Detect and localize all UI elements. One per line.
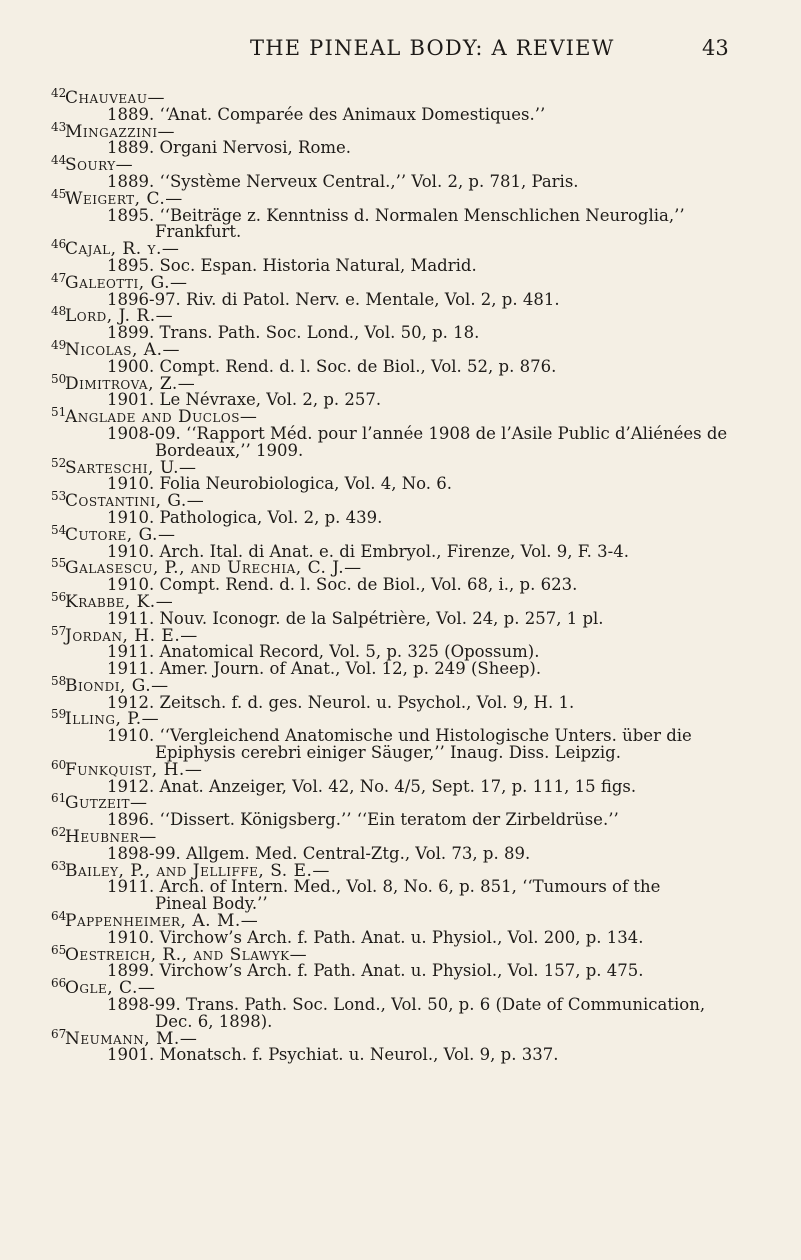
reference-entry: [0, 522, 801, 561]
reference-entry: [0, 673, 801, 712]
reference-number: 49: [51, 337, 67, 352]
reference-citation-line: Bordeaux,’’ 1909.: [155, 440, 304, 460]
reference-entry: [0, 455, 801, 494]
reference-citation-line: 1898-99. Allgem. Med. Central-Ztg., Vol. 73, p. 89.: [107, 843, 531, 863]
reference-citation-line: 1895. ‘‘Beiträge z. Kenntniss d. Normalen Menschlichen Neuroglia,’’: [107, 205, 685, 225]
page-number: 43: [702, 36, 729, 60]
reference-citation-line: 1908-09. ‘‘Rapport Méd. pour l’année 1908 de l’Asile Public d’Aliénées de: [107, 423, 728, 443]
reference-author: Krabbe, K.—: [65, 591, 174, 612]
reference-number: 64: [51, 909, 67, 924]
reference-entry: [0, 405, 801, 460]
reference-author: Nicolas, A.—: [65, 339, 180, 360]
reference-number: 67: [51, 1026, 67, 1041]
reference-citation-line: 1910. Pathologica, Vol. 2, p. 439.: [107, 507, 383, 527]
reference-number: 60: [51, 757, 67, 772]
reference-number: 44: [51, 153, 67, 168]
reference-number: 50: [51, 371, 67, 386]
reference-number: 57: [51, 623, 67, 638]
reference-entry: [0, 86, 801, 124]
reference-citation-line: Epiphysis cerebri einiger Säuger,’’ Inaug. Diss. Leipzig.: [155, 743, 621, 763]
reference-number: 47: [51, 270, 67, 285]
reference-author: Galasescu, P., and Urechia, C. J.—: [65, 558, 362, 579]
reference-citation-line: 1910. Arch. Ital. di Anat. e. di Embryol., Firenze, Vol. 9, F. 3-4.: [107, 541, 629, 561]
reference-number: 59: [51, 707, 67, 722]
reference-citation-line: 1910. Folia Neurobiologica, Vol. 4, No. 6.: [107, 474, 453, 494]
reference-entry: [0, 304, 801, 343]
reference-entry: [0, 791, 801, 830]
reference-author: Pappenheimer, A. M.—: [65, 911, 259, 932]
reference-citation-line: 1899. Virchow’s Arch. f. Path. Anat. u. Physiol., Vol. 157, p. 475.: [107, 961, 644, 981]
reference-number: 63: [51, 858, 67, 873]
reference-author: Biondi, G.—: [65, 675, 169, 696]
reference-entry: [0, 589, 801, 628]
reference-author: Oestreich, R., and Slawyk—: [65, 944, 308, 965]
reference-number: 48: [51, 304, 67, 319]
reference-citation-line: 1910. Compt. Rend. d. l. Soc. de Biol., Vol. 68, i., p. 623.: [107, 575, 578, 595]
reference-author: Lord, J. R.—: [65, 306, 174, 327]
reference-citation-line: 1889. ‘‘Anat. Comparée des Animaux Domestiques.’’: [107, 104, 546, 124]
running-title: THE PINEAL BODY: A REVIEW: [250, 36, 615, 60]
reference-number: 46: [51, 237, 67, 252]
reference-entry: [0, 153, 801, 191]
reference-number: 53: [51, 489, 67, 504]
reference-author: Sarteschi, U.—: [65, 457, 197, 478]
reference-author: Cutore, G.—: [65, 524, 176, 545]
reference-entry: [0, 371, 801, 410]
reference-author: Dimitrova, Z.—: [65, 373, 196, 394]
reference-citation-line: 1911. Nouv. Iconogr. de la Salpétrière, Vol. 24, p. 257, 1 pl.: [107, 608, 604, 628]
reference-number: 62: [51, 825, 67, 840]
page-header: [0, 36, 801, 66]
reference-entry: [0, 858, 801, 914]
reference-citation-line: Pineal Body.’’: [155, 894, 268, 914]
reference-author: Funkquist, H.—: [65, 759, 203, 780]
reference-citation-line: 1900. Compt. Rend. d. l. Soc. de Biol., Vol. 52, p. 876.: [107, 356, 557, 376]
reference-number: 58: [51, 673, 67, 688]
reference-number: 45: [51, 186, 67, 201]
reference-entry: [0, 237, 801, 275]
reference-author: Anglade and Ducl‌os—: [65, 407, 258, 428]
reference-entry: [0, 976, 801, 1031]
reference-entry: [0, 707, 801, 763]
reference-entry: [0, 825, 801, 863]
reference-entry: [0, 942, 801, 981]
reference-number: 42: [51, 86, 67, 100]
reference-entry: [0, 909, 801, 947]
reference-author: Bailey, P., and Jelliffe, S. E.—: [65, 860, 330, 881]
reference-number: 51: [51, 405, 67, 420]
reference-citation-line: 1899. Trans. Path. Soc. Lond., Vol. 50, p. 18.: [107, 323, 480, 343]
reference-number: 52: [51, 455, 67, 470]
reference-author: Soury—: [65, 155, 134, 176]
reference-author: Weigert, C.—: [65, 188, 183, 209]
reference-author: Cajal, R. y.—: [65, 239, 180, 260]
reference-number: 54: [51, 522, 67, 537]
reference-author: Jordan, H. E.—: [65, 625, 198, 646]
reference-author: Mingazzini—: [65, 121, 176, 142]
reference-citation-line: 1911. Arch. of Intern. Med., Vol. 8, No. 6, p. 851, ‘‘Tumours of the: [107, 877, 661, 897]
reference-citation-line: 1901. Le Névraxe, Vol. 2, p. 257.: [107, 390, 382, 410]
reference-entry: [0, 489, 801, 527]
reference-citation-line: 1910. Virchow’s Arch. f. Path. Anat. u. Physiol., Vol. 200, p. 134.: [107, 927, 644, 947]
reference-list: [0, 86, 801, 1065]
reference-citation-line: 1911. Amer. Journ. of Anat., Vol. 12, p. 249 (Sheep).: [107, 659, 542, 679]
reference-citation-line: 1898-99. Trans. Path. Soc. Lond., Vol. 50, p. 6 (Date of Communication,: [107, 995, 706, 1015]
reference-author: Galeotti, G.—: [65, 272, 188, 293]
reference-author: Illing, P.—: [65, 709, 160, 730]
reference-citation-line: 1889. ‘‘Système Nerveux Central.,’’ Vol. 2, p. 781, Paris.: [107, 171, 579, 191]
reference-entry: [0, 337, 801, 376]
reference-entry: [0, 757, 801, 796]
reference-entry: [0, 556, 801, 595]
reference-entry: [0, 1026, 801, 1065]
reference-citation-line: 1911. Anatomical Record, Vol. 5, p. 325 (Opossum).: [107, 642, 540, 662]
reference-entry: [0, 623, 801, 679]
reference-citation-line: Dec. 6, 1898).: [155, 1011, 273, 1031]
reference-author: Chauveau—: [65, 88, 165, 108]
reference-citation-line: 1901. Monatsch. f. Psychiat. u. Neurol., Vol. 9, p. 337.: [107, 1045, 559, 1065]
reference-entry: [0, 186, 801, 242]
reference-citation-line: Frankfurt.: [155, 222, 242, 242]
reference-citation-line: 1912. Anat. Anzeiger, Vol. 42, No. 4/5, Sept. 17, p. 111, 15 figs.: [107, 776, 637, 796]
reference-citation-line: 1895. Soc. Espan. Historia Natural, Madrid.: [107, 255, 477, 275]
reference-number: 66: [51, 976, 67, 991]
reference-author: Costantini, G.—: [65, 491, 205, 512]
reference-citation-line: 1912. Zeitsch. f. d. ges. Neurol. u. Psychol., Vol. 9, H. 1.: [107, 692, 575, 712]
reference-citation-line: 1889. Organi Nervosi, Rome.: [107, 138, 352, 158]
reference-number: 55: [51, 556, 67, 571]
reference-entry: [0, 119, 801, 158]
reference-author: Gutzeit—: [65, 793, 148, 814]
reference-number: 43: [51, 119, 67, 134]
reference-citation-line: 1896-97. Riv. di Patol. Nerv. e. Mentale, Vol. 2, p. 481.: [107, 289, 560, 309]
reference-author: Neumann, M.—: [65, 1028, 198, 1049]
reference-citation-line: 1896. ‘‘Dissert. Königsberg.’’ ‘‘Ein teratom der Zirbeldrüse.’’: [107, 810, 619, 830]
reference-citation-line: 1910. ‘‘Vergleichend Anatomische und Histologische Unters. über die: [107, 726, 692, 746]
reference-author: Heubner—: [65, 827, 157, 848]
reference-number: 56: [51, 589, 67, 604]
reference-number: 65: [51, 942, 67, 957]
reference-entry: [0, 270, 801, 309]
reference-number: 61: [51, 791, 67, 806]
reference-author: Ogle, C.—: [65, 978, 156, 999]
